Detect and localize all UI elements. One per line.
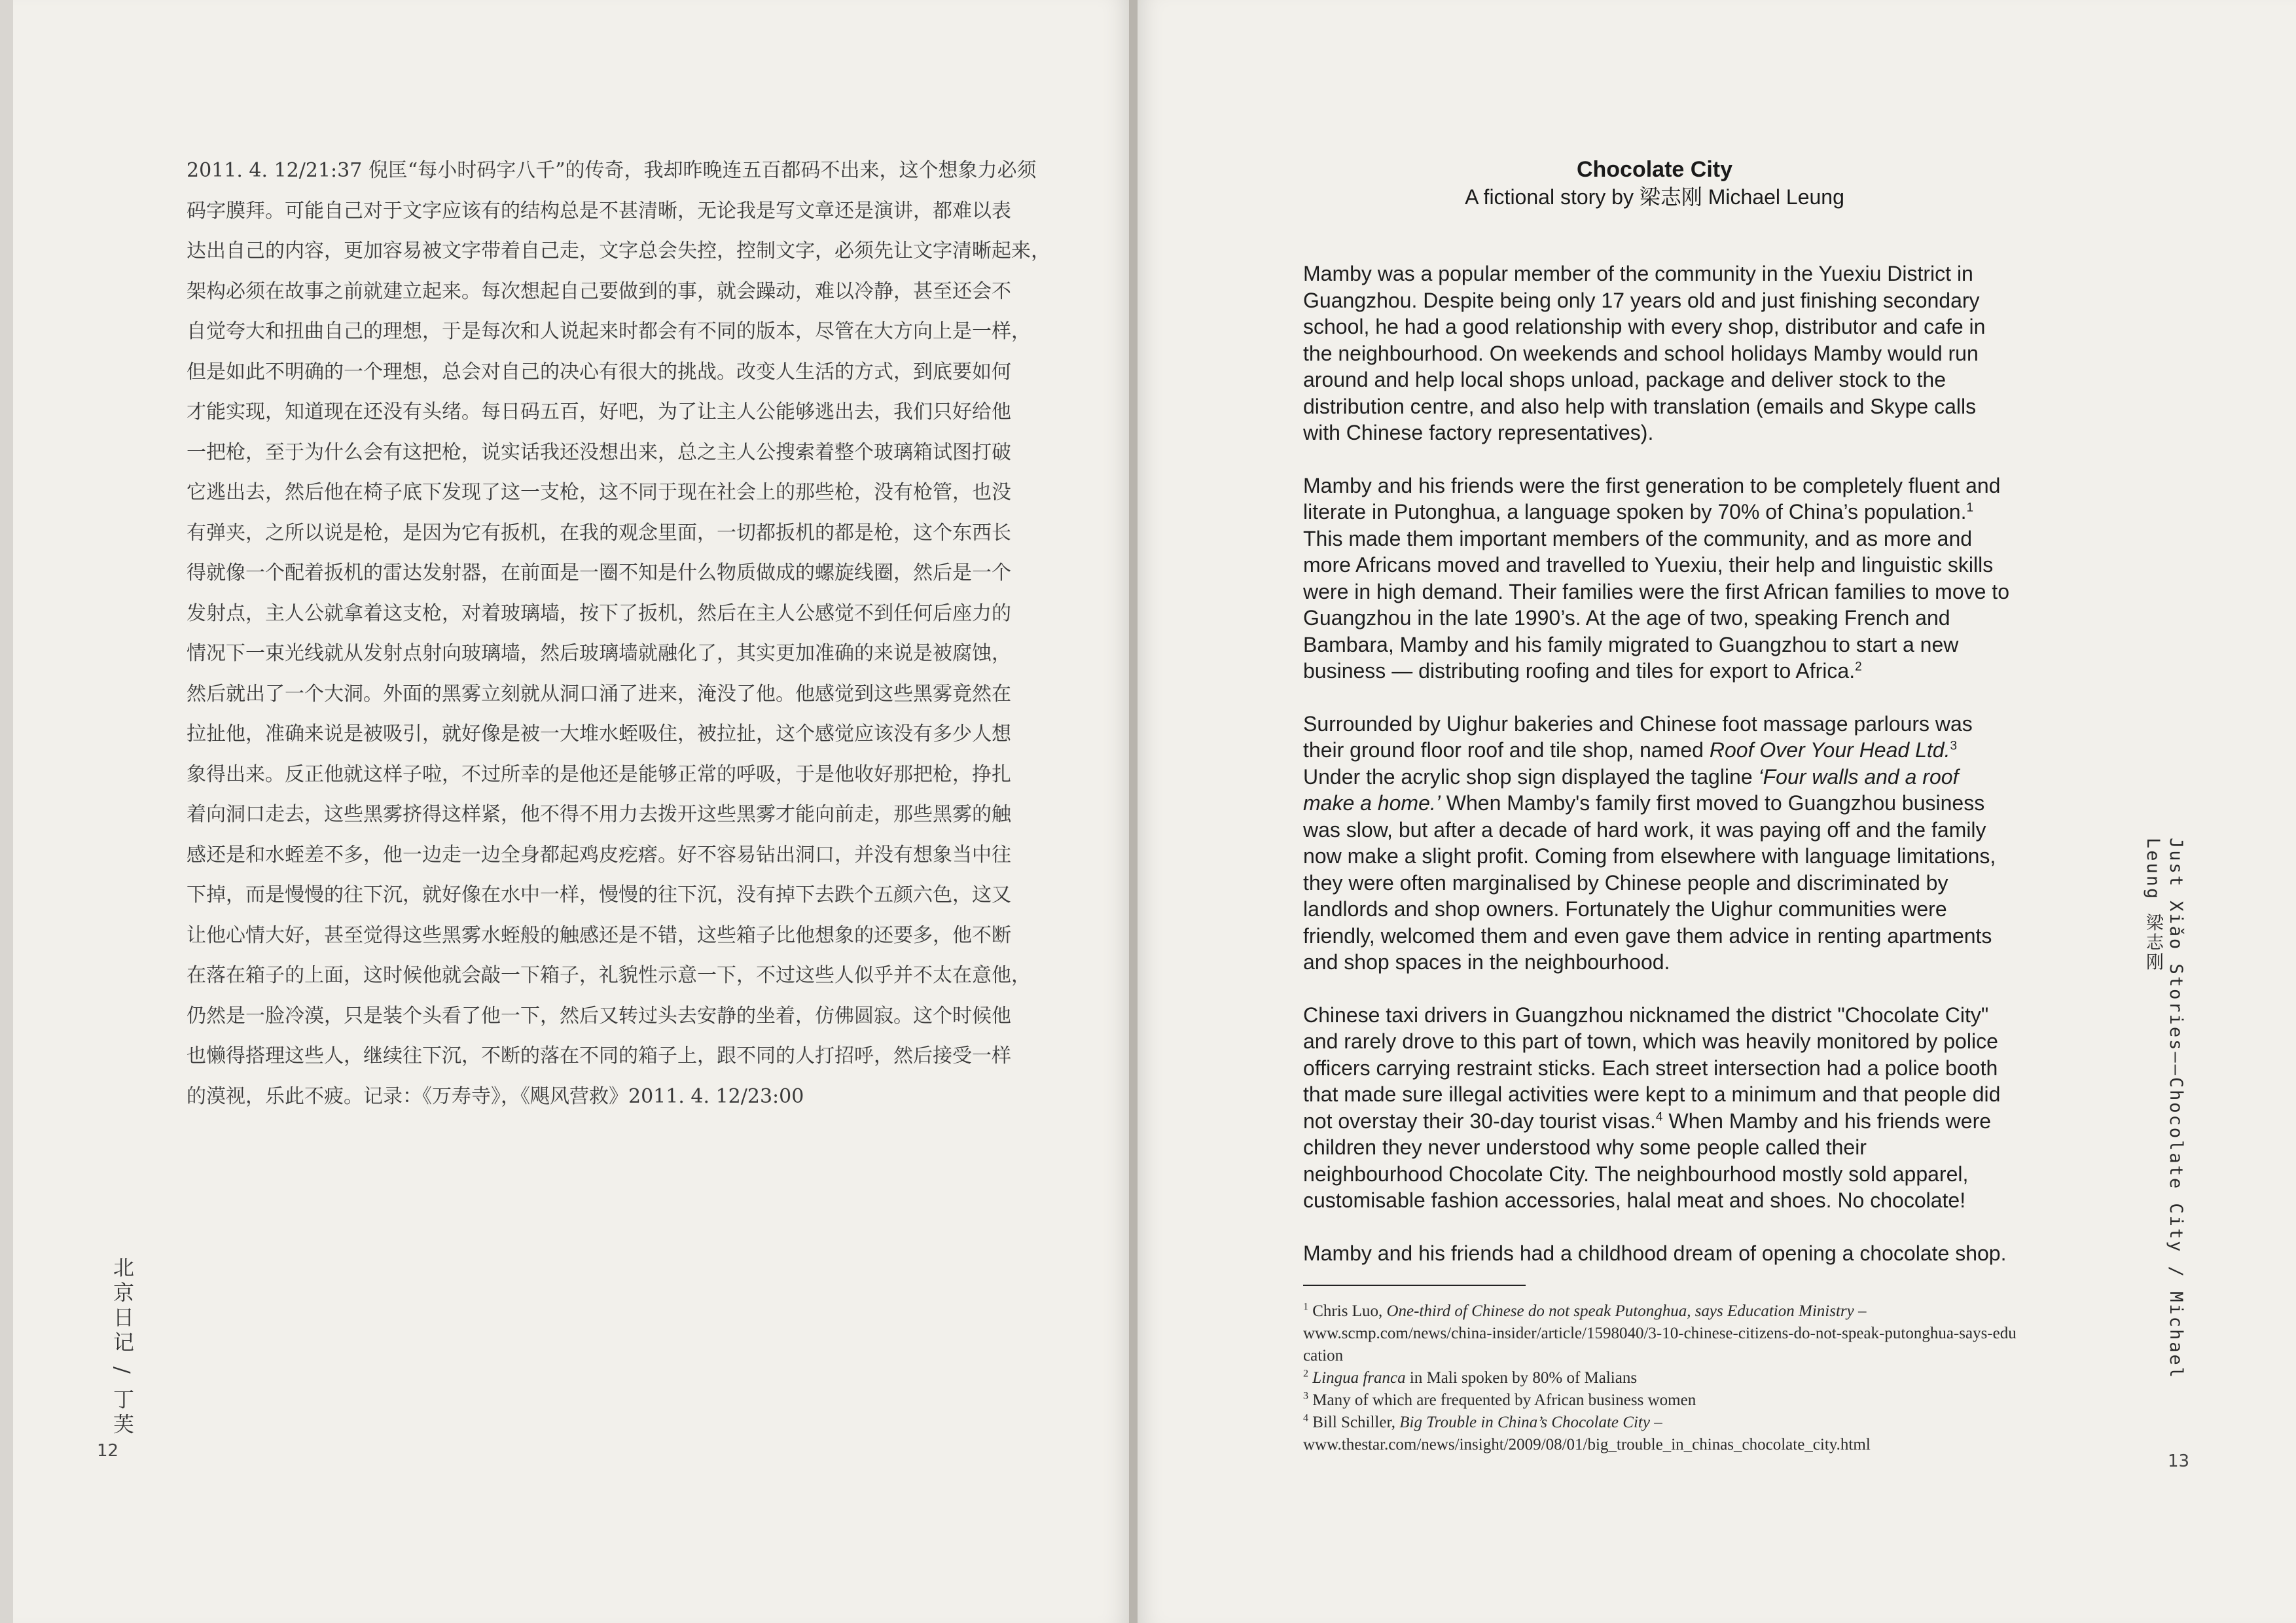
- story-title: Chocolate City: [1576, 157, 1733, 182]
- paragraph-text: When Mamby's family first moved to Guangzhou business was slow, but after a decade of hard work, it was paying off and the family now make a slight profit. Coming from elsewhere with language limitations, they were often marginalised by Chinese people and discriminated by landlords and shop owners. Fortunately the Uighur communities were friendly, welcomed them and even gave them advice in renting apartments and shop spaces in the neighbourhood.: [1303, 791, 1996, 974]
- diary-line: 一把枪，至于为什么会有这把枪，说实话我还没想出来，总之主人公搜索着整个玻璃箱试图打破: [187, 440, 1011, 464]
- diary-line: 着向洞口走去，这些黑雾挤得这样紧，他不得不用力去拨开这些黑雾才能向前走，那些黑雾的触: [187, 803, 1011, 826]
- footnote-ref-4[interactable]: 4: [1655, 1109, 1663, 1124]
- right-running-head: Just Xiǎo Stories——Chocolate City / Michael Leung 梁志刚: [2143, 838, 2186, 1380]
- footnote-dash: –: [1649, 1414, 1662, 1431]
- diary-line: 达出自己的内容，更加容易被文字带着自己走，文字总会失控，控制文字，必须先让文字清晰起来，: [187, 240, 1050, 262]
- left-page: [13, 0, 1129, 1623]
- diary-line: 2011. 4. 12/21:37 倪匡“每小时码字八千”的传奇，我却昨晚连五百都码不出来，这个想象力必须: [187, 159, 1037, 182]
- footnote-term: Lingua franca: [1312, 1369, 1406, 1387]
- footnote-text: Many of which are frequented by African business women: [1312, 1391, 1696, 1409]
- diary-line: 有弹夹，之所以说是枪，是因为它有扳机，在我的观念里面，一切都扳机的都是枪，这个东西长: [187, 521, 1011, 544]
- paragraph-text: Under the acrylic shop sign displayed the tagline: [1303, 764, 1759, 789]
- story-paragraph-4: [1303, 1002, 2010, 1214]
- diary-line: 的漠视，乐此不疲。记录：《万寿寺》，《飓风营救》2011. 4. 12/23:00: [187, 1084, 804, 1108]
- page-number-right: 13: [2168, 1452, 2190, 1471]
- diary-line: 它逃出去，然后他在椅子底下发现了这一支枪，这不同于现在社会上的那些枪，没有枪管，也没: [187, 481, 1011, 504]
- diary-line: 让他心情大好，甚至觉得这些黑雾水蛭般的触感还是不错，这些箱子比他想象的还要多，他不断: [187, 923, 1011, 947]
- diary-line: 感还是和水蛭差不多，他一边走一边全身都起鸡皮疙瘩。好不容易钻出洞口，并没有想象当中往: [187, 843, 1011, 866]
- footnote-url[interactable]: www.scmp.com/news/china-insider/article/1598040/3-10-chinese-citizens-do-not-speak-putonghua-says-education: [1303, 1325, 2017, 1364]
- paragraph-text: Surrounded by Uighur bakeries and Chinese foot massage parlours was their ground floor roof and tile shop, named: [1303, 711, 1973, 762]
- story-paragraph-2: [1303, 473, 2010, 685]
- book-gutter: [1129, 0, 1138, 1623]
- footnote-text: in Mali spoken by 80% of Malians: [1405, 1369, 1638, 1387]
- diary-line: 也懒得搭理这些人，继续往下沉，不断的落在不同的箱子上，跟不同的人打招呼，然后接受一样: [187, 1044, 1011, 1067]
- footnote-4: [1303, 1412, 2023, 1456]
- footnote-dash: –: [1854, 1302, 1867, 1320]
- diary-line: 拉扯他，准确来说是被吸引，就好像是被一大堆水蛭吸住，被拉扯，这个感觉应该没有多少人想: [187, 722, 1011, 745]
- right-page: [1138, 0, 2296, 1623]
- diary-line: 然后就出了一个大洞。外面的黑雾立刻就从洞口涌了进来，淹没了他。他感觉到这些黑雾竟然在: [187, 682, 1011, 705]
- shop-name: Roof Over Your Head Ltd.: [1709, 738, 1950, 762]
- diary-line: 架构必须在故事之前就建立起来。每次想起自己要做到的事，就会躁动，难以冷静，甚至还会不: [187, 279, 1011, 303]
- diary-line: 自觉夸大和扭曲自己的理想，于是每次和人说起来时都会有不同的版本，尽管在大方向上是一样，: [187, 320, 1031, 343]
- diary-line: 在落在箱子的上面，这时候他就会敲一下箱子，礼貌性示意一下，不过这些人似乎并不太在意他，: [187, 964, 1031, 987]
- left-running-head: 北京日记 / 丁芙: [110, 1257, 135, 1438]
- diary-text: [187, 151, 1064, 1108]
- diary-line: 发射点，主人公就拿着这支枪，对着玻璃墙，按下了扳机，然后在主人公感觉不到任何后座力的: [187, 601, 1011, 625]
- paragraph-text: Chinese taxi drivers in Guangzhou nicknamed the district "Chocolate City" and rarely drove to this part of town, which was heavily monitored by police officers carrying restraint sticks. Each street intersection had a police booth that made sure illegal activities were kept to a minimum and that people did not overstay their 30-day tourist visas.: [1303, 1003, 2001, 1133]
- footnote-author: Bill Schiller,: [1312, 1414, 1400, 1431]
- footnote-number: 4: [1303, 1412, 1308, 1424]
- story-paragraph-5: [1303, 1240, 2010, 1267]
- footnote-title: Big Trouble in China’s Chocolate City: [1399, 1414, 1650, 1431]
- diary-line: 才能实现，知道现在还没有头绪。每日码五百，好吧，为了让主人公能够逃出去，我们只好给他: [187, 401, 1011, 423]
- diary-line: 象得出来。反正他就这样子啦，不过所幸的是他还是能够正常的呼吸，于是他收好那把枪，挣扎: [187, 762, 1011, 786]
- paragraph-text: Mamby and his friends were the first generation to be completely fluent and literate in Putonghua, a language spoken by 70% of China’s population.: [1303, 473, 2001, 524]
- footnote-1: [1303, 1300, 2023, 1367]
- paragraph-text: Mamby was a popular member of the community in the Yuexiu District in Guangzhou. Despite being only 17 years old and just finishing secondary school, he had a good relationship with every shop, distributor and cafe in the neighbourhood. On weekends and school holidays Mamby would run around and help local shops unload, package and deliver stock to the distribution centre, and also help with translation (emails and Skype calls with Chinese factory representatives).: [1303, 262, 1986, 444]
- paragraph-text: When Mamby and his friends were children they never understood why some people called their neighbourhood Chocolate City. The neighbourhood mostly sold apparel, customisable fashion accessories, halal meat and shoes. No chocolate!: [1303, 1109, 1992, 1212]
- diary-line: 得就像一个配着扳机的雷达发射器，在前面是一圈不知是什么物质做成的螺旋线圈，然后是一个: [187, 562, 1011, 584]
- shop-tagline: ‘Four walls and a roof make a home.’: [1303, 764, 1959, 815]
- footnote-2: [1303, 1367, 2023, 1389]
- story-paragraph-1: [1303, 260, 2010, 446]
- footnote-ref-2[interactable]: 2: [1855, 660, 1862, 674]
- diary-line: 仍然是一脸冷漠，只是装个头看了他一下，然后又转过头去安静的坐着，仿佛圆寂。这个时候他: [187, 1004, 1011, 1027]
- footnote-title: One-third of Chinese do not speak Putonghua, says Education Ministry: [1386, 1302, 1854, 1320]
- diary-line: 情况下一束光线就从发射点射向玻璃墙，然后玻璃墙就融化了，其实更加准确的来说是被腐蚀，: [187, 642, 1011, 665]
- story-byline: A fictional story by 梁志刚 Michael Leung: [1465, 185, 1844, 209]
- page-number-left: 12: [97, 1441, 119, 1461]
- footnote-author: Chris Luo,: [1312, 1302, 1387, 1320]
- footnote-divider: [1303, 1285, 1526, 1286]
- paragraph-text: This made them important members of the community, and as more and more Africans moved and travelled to Yuexiu, their help and linguistic skills were in high demand. Their families were the first African families to move to Guangzhou in the late 1990’s. At the age of two, speaking French and Bambara, Mamby and his family migrated to Guangzhou to start a new business — distributing roofing and tiles for export to Africa.: [1303, 526, 2009, 683]
- story-paragraph-3: [1303, 711, 2010, 976]
- footnote-number: 1: [1303, 1301, 1308, 1313]
- footnote-ref-1[interactable]: 1: [1966, 501, 1974, 515]
- footnote-number: 2: [1303, 1368, 1308, 1380]
- footnote-ref-3[interactable]: 3: [1950, 739, 1958, 753]
- footnotes: [1303, 1300, 2023, 1456]
- diary-line: 但是如此不明确的一个理想，总会对自己的决心有很大的挑战。改变人生活的方式，到底要如何: [187, 360, 1011, 383]
- story-body: [1303, 260, 2010, 1293]
- diary-line: 码字膜拜。可能自己对于文字应该有的结构总是不甚清晰，无论我是写文章还是演讲，都难以表: [187, 199, 1011, 223]
- story-header: [1268, 156, 2041, 211]
- paragraph-text: Mamby and his friends had a childhood dream of opening a chocolate shop.: [1303, 1241, 2007, 1265]
- footnote-number: 3: [1303, 1390, 1308, 1402]
- footnote-3: [1303, 1389, 2023, 1412]
- diary-line: 下掉，而是慢慢的往下沉，就好像在水中一样，慢慢的往下沉，没有掉下去跌个五颜六色，这又: [187, 883, 1011, 906]
- footnote-url[interactable]: www.thestar.com/news/insight/2009/08/01/big_trouble_in_chinas_chocolate_city.html: [1303, 1436, 1871, 1454]
